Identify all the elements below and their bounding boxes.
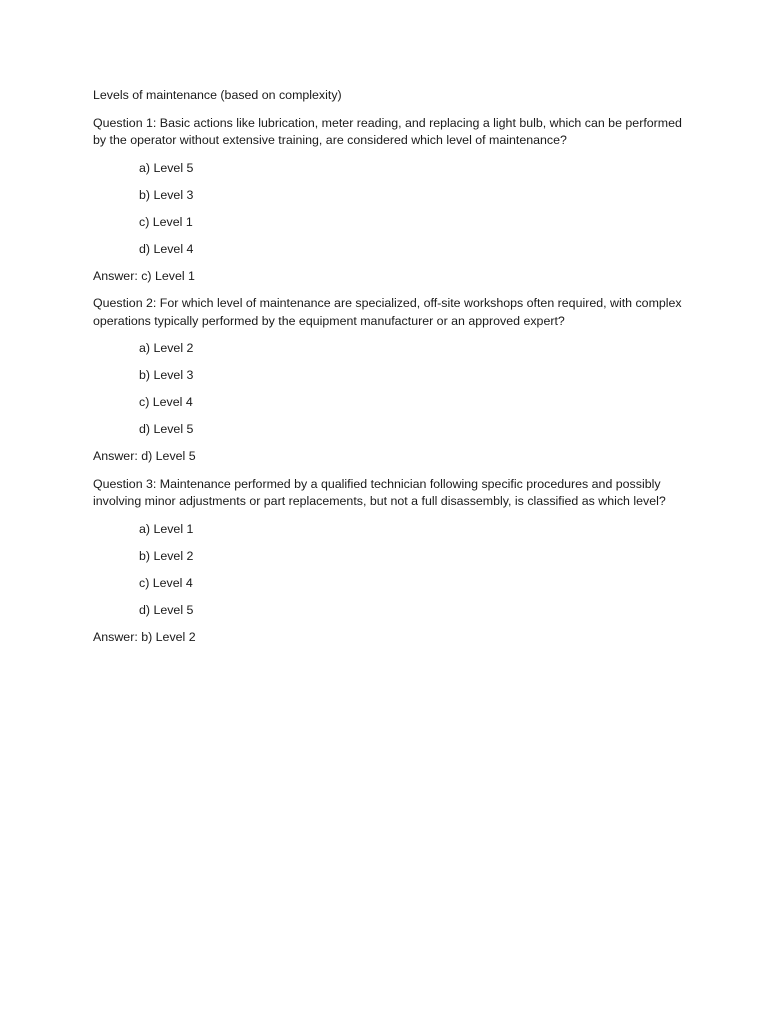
question-1-option-b: b) Level 3 bbox=[139, 187, 194, 202]
question-2-option-a: a) Level 2 bbox=[139, 341, 194, 355]
question-2-option-d: d) Level 5 bbox=[139, 422, 194, 436]
question-3-option-d: d) Level 5 bbox=[139, 602, 194, 617]
question-3-text: Question 3: Maintenance performed by a qualified technician following specific procedures and possibly involving minor adjustments or part replacements, but not a full disassembly, is classified as which level? bbox=[93, 476, 666, 508]
question-1-answer: Answer: c) Level 1 bbox=[93, 268, 195, 283]
question-1-option-c: c) Level 1 bbox=[139, 214, 193, 229]
question-2-text: Question 2: For which level of maintenance are specialized, off-site workshops often required, with complex operations typically performed by the equipment manufacturer or an approved expert? bbox=[93, 296, 682, 328]
question-3-option-b: b) Level 2 bbox=[139, 548, 194, 563]
question-3-options bbox=[93, 521, 683, 620]
question-3-answer: Answer: b) Level 2 bbox=[93, 629, 196, 644]
question-1-text: Question 1: Basic actions like lubrication, meter reading, and replacing a light bulb, which can be performed by the operator without extensive training, are considered which level of maintenance? bbox=[93, 115, 682, 147]
question-3-option-c: c) Level 4 bbox=[139, 575, 193, 590]
document-page bbox=[93, 87, 683, 656]
question-1-option-d: d) Level 4 bbox=[139, 241, 194, 256]
question-2-option-b: b) Level 3 bbox=[139, 368, 194, 382]
question-1-option-a: a) Level 5 bbox=[139, 160, 194, 175]
question-2-option-c: c) Level 4 bbox=[139, 395, 193, 409]
question-2-options bbox=[93, 340, 683, 439]
question-2-answer: Answer: d) Level 5 bbox=[93, 449, 196, 463]
question-3-option-a: a) Level 1 bbox=[139, 521, 194, 536]
question-1-options bbox=[93, 160, 683, 259]
document-title: Levels of maintenance (based on complexity) bbox=[93, 88, 342, 102]
